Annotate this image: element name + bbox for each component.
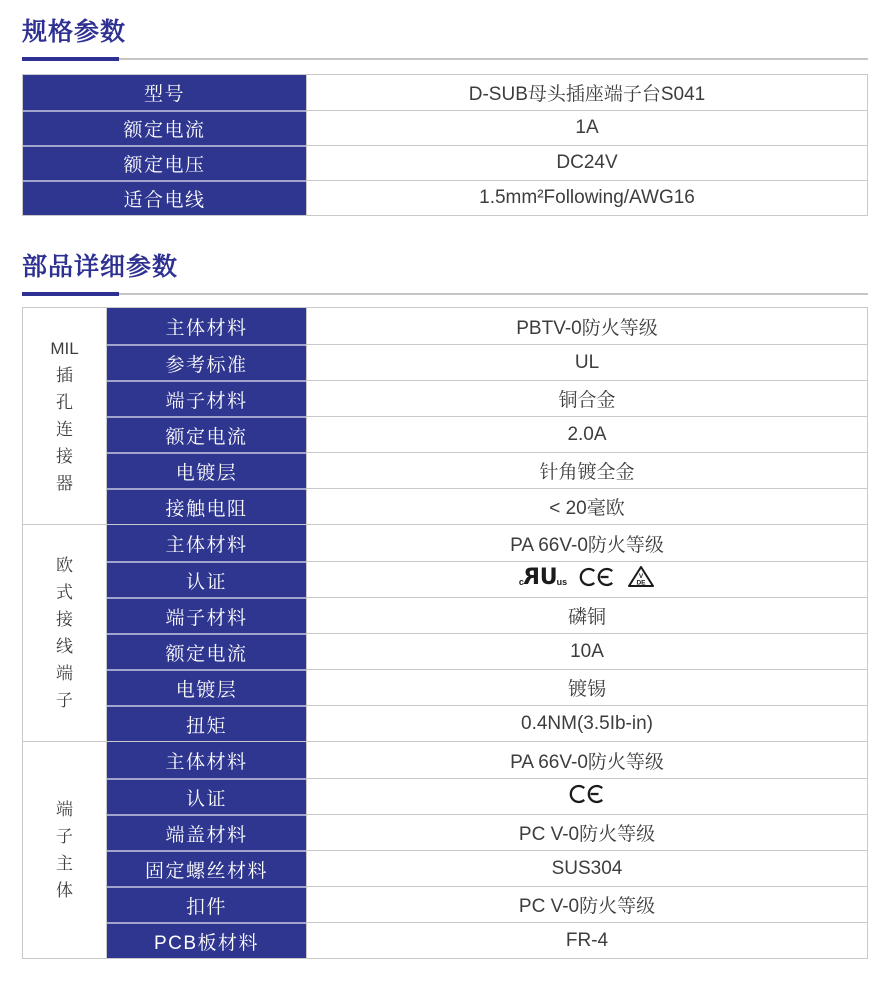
row-label: 端子材料 (107, 597, 306, 633)
table-row (107, 308, 867, 344)
group-rows (107, 525, 867, 741)
row-label: 认证 (107, 561, 306, 597)
section-title-component-details: 部品详细参数 (22, 253, 179, 281)
row-label: 端盖材料 (107, 814, 306, 850)
row-value: FR-4 (306, 922, 867, 958)
table-row (107, 742, 867, 778)
row-label: 电镀层 (107, 669, 306, 705)
row-value: DC24V (306, 145, 867, 180)
table-row (107, 669, 867, 705)
section-title-specs: 规格参数 (22, 18, 127, 46)
table-row (23, 180, 867, 215)
specs-table (22, 74, 868, 216)
row-label: 端子材料 (107, 380, 306, 416)
row-value: PC V-0防火等级 (306, 814, 867, 850)
table-row (107, 633, 867, 669)
group-rows (107, 308, 867, 524)
row-value (306, 561, 867, 597)
table-row (107, 886, 867, 922)
group-name-line: 接 (56, 447, 73, 466)
row-value: 镀锡 (306, 669, 867, 705)
row-label: 主体材料 (107, 742, 306, 778)
table-row (107, 850, 867, 886)
table-group (23, 741, 867, 958)
row-value: 2.0A (306, 416, 867, 452)
table-row (107, 452, 867, 488)
row-value: PC V-0防火等级 (306, 886, 867, 922)
row-value: D-SUB母头插座端子台S041 (306, 75, 867, 110)
table-row (107, 922, 867, 958)
table-row (23, 145, 867, 180)
table-row (23, 75, 867, 110)
row-label: 额定电流 (23, 110, 306, 145)
row-value: PBTV-0防火等级 (306, 308, 867, 344)
underline-grey-segment (119, 58, 868, 60)
group-rows (107, 742, 867, 958)
group-name-line: 端 (56, 664, 73, 683)
row-label: 主体材料 (107, 308, 306, 344)
section-underline (22, 57, 868, 61)
underline-accent-segment (22, 57, 119, 61)
row-value: PA 66V-0防火等级 (306, 742, 867, 778)
row-label: 认证 (107, 778, 306, 814)
section-underline (22, 292, 868, 296)
table-row (107, 778, 867, 814)
row-label: 型号 (23, 75, 306, 110)
underline-grey-segment (119, 293, 868, 295)
row-label: 额定电流 (107, 633, 306, 669)
group-name (23, 742, 107, 958)
group-name-line: 接 (56, 610, 73, 629)
row-label: 适合电线 (23, 180, 306, 215)
group-name-line: 体 (56, 881, 73, 900)
table-row (107, 814, 867, 850)
group-name-line: 孔 (56, 393, 73, 412)
group-name-line: 插 (56, 366, 73, 385)
vde-mark (627, 565, 655, 595)
row-label: PCB板材料 (107, 922, 306, 958)
table-row (23, 110, 867, 145)
row-value: < 20毫欧 (306, 488, 867, 524)
table-group (23, 308, 867, 524)
svg-text:DE: DE (636, 579, 646, 586)
row-label: 固定螺丝材料 (107, 850, 306, 886)
table-row (107, 488, 867, 524)
row-label: 扭矩 (107, 705, 306, 741)
underline-accent-segment (22, 292, 119, 296)
svg-text:V: V (639, 572, 644, 580)
row-value: 铜合金 (306, 380, 867, 416)
row-label: 额定电压 (23, 145, 306, 180)
group-name-line: 子 (56, 691, 73, 710)
table-row (107, 597, 867, 633)
row-value: 0.4NM(3.5Ib-in) (306, 705, 867, 741)
row-value: 10A (306, 633, 867, 669)
group-name-line: 主 (56, 854, 73, 873)
row-value: SUS304 (306, 850, 867, 886)
ce-mark (579, 567, 615, 593)
row-value: 1.5mm²Following/AWG16 (306, 180, 867, 215)
component-details-table (22, 307, 868, 959)
row-label: 主体材料 (107, 525, 306, 561)
table-row (107, 416, 867, 452)
culus-mark: c RU us (518, 564, 568, 590)
row-value: PA 66V-0防火等级 (306, 525, 867, 561)
row-label: 电镀层 (107, 452, 306, 488)
row-label: 额定电流 (107, 416, 306, 452)
table-row (107, 344, 867, 380)
table-group (23, 524, 867, 741)
group-name (23, 308, 107, 524)
group-name-line: 器 (56, 474, 73, 493)
group-name-line: MIL (50, 339, 79, 358)
row-value: UL (306, 344, 867, 380)
row-label: 扣件 (107, 886, 306, 922)
table-row (107, 380, 867, 416)
group-name-line: 端 (56, 800, 73, 819)
group-name-line: 欧 (56, 556, 73, 575)
table-row (107, 561, 867, 597)
group-name (23, 525, 107, 741)
table-row (107, 525, 867, 561)
row-value (306, 778, 867, 814)
row-label: 参考标准 (107, 344, 306, 380)
row-value: 磷铜 (306, 597, 867, 633)
row-label: 接触电阻 (107, 488, 306, 524)
group-name-line: 子 (56, 827, 73, 846)
table-row (107, 705, 867, 741)
group-name-line: 连 (56, 420, 73, 439)
group-name-line: 式 (56, 583, 73, 602)
ce-mark (569, 784, 605, 810)
row-value: 1A (306, 110, 867, 145)
group-name-line: 线 (56, 637, 73, 656)
row-value: 针角镀全金 (306, 452, 867, 488)
